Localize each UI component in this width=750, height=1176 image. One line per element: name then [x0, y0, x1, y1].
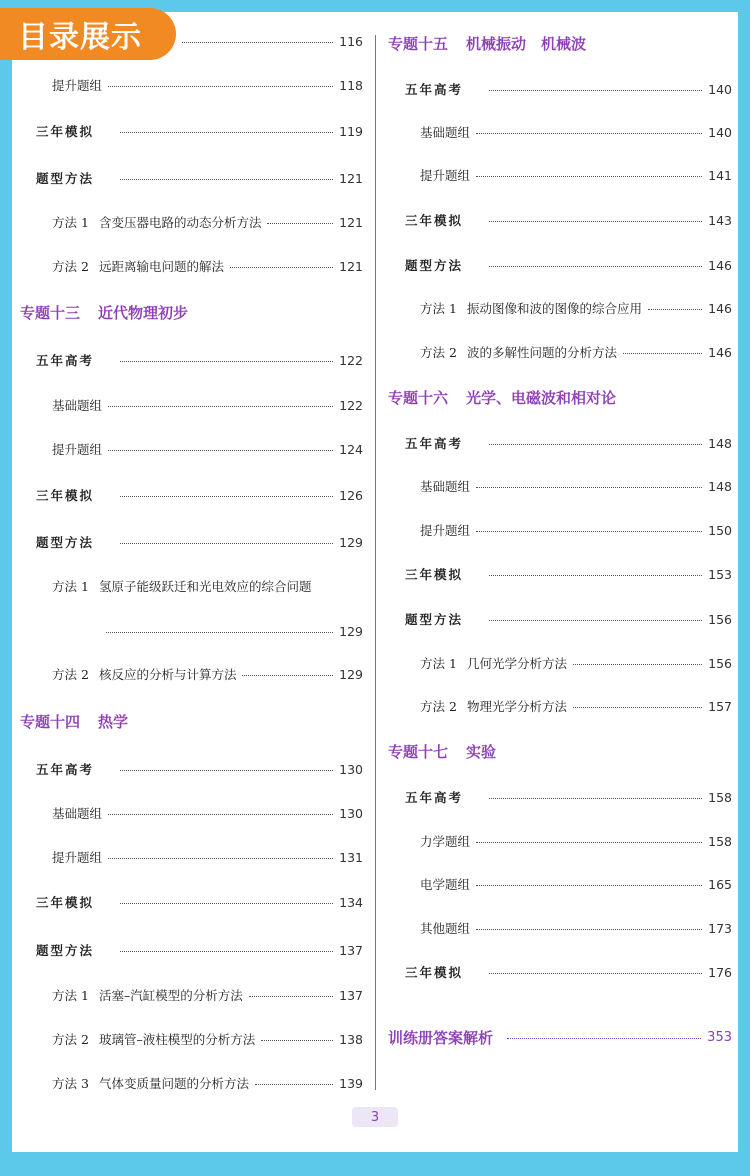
dot-leader	[489, 973, 702, 974]
entry-title: 氢原子能级跃迁和光电效应的综合问题	[98, 579, 312, 594]
page-ref: 173	[708, 920, 732, 936]
dot-leader	[106, 632, 333, 633]
topic-heading[interactable]	[388, 387, 616, 408]
page-ref: 165	[708, 876, 732, 892]
topic-title: 机械振动 机械波	[466, 35, 587, 53]
page-ref: 176	[708, 964, 732, 980]
page-ref: 148	[708, 435, 732, 451]
entry-title: 远距离输电问题的解法	[98, 259, 224, 274]
dot-leader	[120, 543, 333, 544]
toc-entry[interactable]	[405, 787, 732, 807]
page-ref: 137	[339, 987, 363, 1003]
entry-title: 三年模拟	[36, 895, 95, 910]
entry-title: 题型方法	[405, 612, 464, 627]
dot-leader	[489, 221, 702, 222]
toc-entry[interactable]	[36, 532, 363, 552]
entry-title: 几何光学分析方法	[466, 656, 567, 671]
entry-title: 玻璃管–液柱模型的分析方法	[98, 1032, 256, 1047]
page-ref: 156	[708, 655, 732, 671]
page-ref: 146	[708, 344, 732, 360]
dot-leader	[230, 267, 333, 268]
dot-leader	[476, 133, 702, 134]
dot-leader	[267, 223, 333, 224]
method-number: 方法 1	[52, 215, 89, 230]
page-ref: 158	[708, 789, 732, 805]
entry-title: 振动图像和波的图像的综合应用	[466, 301, 642, 316]
method-number: 方法 1	[52, 988, 89, 1003]
entry-title: 提升题组	[52, 78, 103, 93]
dot-leader	[573, 707, 702, 708]
page-number: 3	[352, 1107, 398, 1127]
page-ref: 158	[708, 833, 732, 849]
toc-entry[interactable]	[420, 918, 732, 938]
dot-leader	[476, 842, 702, 843]
toc-entry[interactable]	[405, 255, 732, 275]
dot-leader	[120, 770, 333, 771]
dot-leader	[476, 487, 702, 488]
entry-title: 题型方法	[36, 171, 95, 186]
topic-heading[interactable]	[20, 302, 188, 323]
toc-method-entry[interactable]	[420, 342, 732, 362]
page-ref: 121	[339, 170, 363, 186]
page-ref: 122	[339, 397, 363, 413]
dot-leader	[573, 664, 702, 665]
page-ref: 146	[708, 300, 732, 316]
toc-method-entry[interactable]	[52, 212, 363, 232]
entry-title: 五年高考	[405, 790, 464, 805]
entry-title: 电学题组	[420, 877, 471, 892]
toc-entry[interactable]	[52, 75, 363, 95]
toc-method-entry[interactable]	[52, 985, 363, 1005]
toc-entry[interactable]	[36, 485, 363, 505]
dot-leader	[489, 798, 702, 799]
toc-entry[interactable]	[52, 803, 363, 823]
page-ref: 121	[339, 258, 363, 274]
topic-title: 实验	[466, 743, 497, 761]
page-ref: 353	[707, 1029, 732, 1045]
dot-leader	[120, 951, 333, 952]
dot-leader	[120, 496, 333, 497]
dot-leader	[476, 885, 702, 886]
page-ref: 156	[708, 611, 732, 627]
entry-title: 五年高考	[36, 762, 95, 777]
topic-code: 专题十六	[388, 389, 449, 407]
dot-leader	[476, 929, 702, 930]
page-ref: 140	[708, 124, 732, 140]
entry-title: 题型方法	[36, 943, 95, 958]
entry-title: 五年高考	[36, 353, 95, 368]
method-number: 方法 2	[420, 345, 457, 360]
toc-entry[interactable]	[420, 165, 732, 185]
entry-title: 五年高考	[405, 436, 464, 451]
toc-entry[interactable]	[420, 122, 732, 142]
dot-leader	[120, 132, 333, 133]
entry-title: 五年高考	[405, 82, 464, 97]
toc-entry[interactable]	[36, 168, 363, 188]
dot-leader	[489, 266, 702, 267]
toc-entry-continuation[interactable]	[106, 621, 363, 641]
page-ref: 130	[339, 805, 363, 821]
entry-title: 含变压器电路的动态分析方法	[98, 215, 262, 230]
dot-leader	[261, 1040, 333, 1041]
method-number: 方法 2	[420, 699, 457, 714]
toc-entry[interactable]	[405, 962, 732, 982]
dot-leader	[507, 1038, 701, 1039]
dot-leader	[120, 179, 333, 180]
page-ref: 146	[708, 257, 732, 273]
toc-entry[interactable]	[36, 759, 363, 779]
method-number: 方法 2	[52, 1032, 89, 1047]
toc-entry[interactable]	[52, 395, 363, 415]
dot-leader	[489, 620, 702, 621]
dot-leader	[182, 42, 333, 43]
topic-code: 专题十五	[388, 35, 449, 53]
entry-title: 基础题组	[52, 806, 103, 821]
entry-title: 波的多解性问题的分析方法	[466, 345, 617, 360]
method-number: 方法 1	[420, 656, 457, 671]
page-ref: 122	[339, 352, 363, 368]
topic-code: 专题十七	[388, 743, 449, 761]
dot-leader	[120, 361, 333, 362]
entry-title: 力学题组	[420, 834, 471, 849]
entry-title: 三年模拟	[405, 965, 464, 980]
toc-method-entry[interactable]	[52, 256, 363, 276]
toc-method-entry[interactable]	[52, 664, 363, 684]
dot-leader	[108, 406, 333, 407]
dot-leader	[242, 675, 333, 676]
method-number: 方法 2	[52, 667, 89, 682]
entry-title: 提升题组	[52, 850, 103, 865]
entry-title: 核反应的分析与计算方法	[98, 667, 237, 682]
entry-title: 提升题组	[420, 168, 471, 183]
toc-entry[interactable]	[405, 609, 732, 629]
dot-leader	[476, 531, 702, 532]
dot-leader	[108, 858, 333, 859]
method-number: 方法 1	[420, 301, 457, 316]
page-ref: 141	[708, 167, 732, 183]
page-ref: 138	[339, 1031, 363, 1047]
page-ref: 131	[339, 849, 363, 865]
entry-title: 提升题组	[420, 523, 471, 538]
dot-leader	[249, 996, 333, 997]
toc-entry[interactable]	[52, 847, 363, 867]
toc-method-entry[interactable]	[52, 1029, 363, 1049]
entry-title: 题型方法	[36, 535, 95, 550]
entry-title: 其他题组	[420, 921, 471, 936]
page-ref: 130	[339, 761, 363, 777]
answers-entry[interactable]	[388, 1027, 732, 1047]
entry-title: 基础题组	[420, 125, 471, 140]
page-ref: 137	[339, 942, 363, 958]
page-ref: 143	[708, 212, 732, 228]
topic-title: 热学	[98, 713, 129, 731]
entry-title: 基础题组	[420, 479, 471, 494]
toc-entry[interactable]	[420, 520, 732, 540]
topic-heading[interactable]	[388, 33, 586, 54]
toc-method-entry[interactable]	[420, 653, 732, 673]
page-ref: 129	[339, 534, 363, 550]
page-ref: 153	[708, 566, 732, 582]
page-ref: 150	[708, 522, 732, 538]
toc-entry[interactable]	[36, 940, 363, 960]
topic-code: 专题十四	[20, 713, 81, 731]
toc-entry[interactable]	[420, 476, 732, 496]
dot-leader	[489, 90, 702, 91]
entry-title: 三年模拟	[405, 567, 464, 582]
entry-title: 题型方法	[405, 258, 464, 273]
page-ref: 140	[708, 81, 732, 97]
toc-entry[interactable]	[36, 350, 363, 370]
toc-entry[interactable]	[405, 210, 732, 230]
dot-leader	[489, 444, 702, 445]
page-ref: 157	[708, 698, 732, 714]
answers-title: 训练册答案解析	[388, 1028, 494, 1047]
entry-title: 三年模拟	[405, 213, 464, 228]
toc-entry[interactable]	[52, 439, 363, 459]
page-ref: 148	[708, 478, 732, 494]
page-ref: 119	[339, 123, 363, 139]
page-ref: 139	[339, 1075, 363, 1091]
entry-title: 活塞–汽缸模型的分析方法	[98, 988, 243, 1003]
entry-title: 提升题组	[52, 442, 103, 457]
entry-title: 物理光学分析方法	[466, 699, 567, 714]
dot-leader	[120, 903, 333, 904]
banner-title: 目录展示	[18, 20, 142, 55]
dot-leader	[108, 86, 333, 87]
entry-title: 三年模拟	[36, 488, 95, 503]
toc-entry[interactable]	[36, 121, 363, 141]
topic-title: 光学、电磁波和相对论	[466, 389, 617, 407]
toc-method-entry[interactable]	[420, 298, 732, 318]
toc-banner	[0, 8, 176, 60]
toc-entry[interactable]	[405, 433, 732, 453]
dot-leader	[255, 1084, 333, 1085]
page-ref: 116	[339, 33, 363, 49]
topic-code: 专题十三	[20, 304, 81, 322]
page-ref: 134	[339, 894, 363, 910]
topic-title: 近代物理初步	[98, 304, 189, 322]
toc-entry[interactable]	[36, 892, 363, 912]
toc-method-entry[interactable]	[420, 696, 732, 716]
dot-leader	[623, 353, 702, 354]
topic-heading[interactable]	[388, 741, 496, 762]
page-ref: 124	[339, 441, 363, 457]
page-ref: 118	[339, 77, 363, 93]
toc-entry[interactable]	[405, 564, 732, 584]
method-number: 方法 1	[52, 579, 89, 594]
dot-leader	[108, 814, 333, 815]
toc-entry[interactable]	[420, 874, 732, 894]
page-ref: 121	[339, 214, 363, 230]
dot-leader	[476, 176, 702, 177]
toc-entry[interactable]	[420, 831, 732, 851]
entry-title: 基础题组	[52, 398, 103, 413]
dot-leader	[648, 309, 702, 310]
toc-entry[interactable]	[405, 79, 732, 99]
topic-heading[interactable]	[20, 711, 128, 732]
toc-entry[interactable]	[176, 31, 363, 51]
dot-leader	[108, 450, 333, 451]
column-divider	[375, 35, 376, 1090]
toc-method-entry[interactable]	[52, 1073, 363, 1093]
entry-title: 三年模拟	[36, 124, 95, 139]
toc-method-entry[interactable]	[52, 576, 363, 596]
page-ref: 126	[339, 487, 363, 503]
page-ref: 129	[339, 666, 363, 682]
page-ref: 129	[339, 623, 363, 639]
method-number: 方法 3	[52, 1076, 89, 1091]
entry-title: 气体变质量问题的分析方法	[98, 1076, 249, 1091]
method-number: 方法 2	[52, 259, 89, 274]
dot-leader	[489, 575, 702, 576]
